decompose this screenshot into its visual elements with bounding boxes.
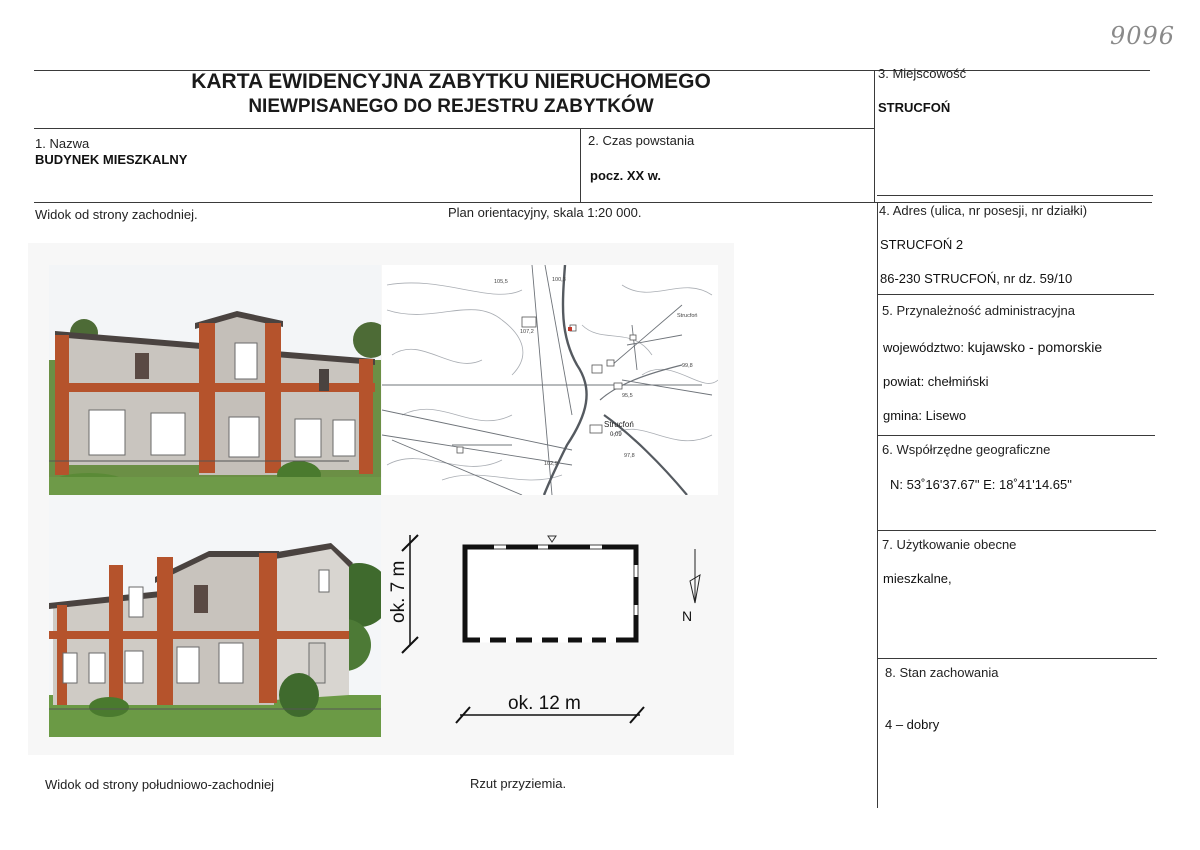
right-column-divider	[874, 70, 875, 203]
usage-value: mieszkalne,	[883, 571, 952, 586]
address-label: 4. Adres (ulica, nr posesji, nr działki)	[879, 203, 1088, 218]
date-value: pocz. XX w.	[590, 168, 662, 183]
date-label: 2. Czas powstania	[588, 133, 695, 148]
map-elev-5: 97,8	[624, 453, 635, 459]
admin-label: 5. Przynależność administracyjna	[882, 303, 1075, 318]
sheet-number: 9096	[1110, 22, 1176, 50]
map-north-place: Strucfoń	[677, 313, 698, 319]
usage-bottom-rule	[877, 658, 1157, 659]
right-panel-divider	[877, 202, 878, 808]
name-label: 1. Nazwa	[35, 136, 90, 151]
caption-west-view: Widok od strony zachodniej.	[35, 207, 198, 222]
photo-west-view	[49, 265, 381, 495]
condition-value: 4 – dobry	[885, 717, 940, 732]
address-line1: STRUCFOŃ 2	[880, 237, 964, 252]
title-bottom-rule	[34, 128, 874, 129]
voivodeship-row	[883, 339, 1102, 355]
map-elev-2: 100,3	[552, 277, 566, 283]
card-subtitle: NIEWPISANEGO DO REJESTRU ZABYTKÓW	[248, 96, 654, 117]
usage-label: 7. Użytkowanie obecne	[882, 537, 1017, 552]
addr-bottom-rule	[877, 294, 1154, 295]
map-elev-1: 105,5	[494, 279, 508, 285]
address-line2: 86-230 STRUCFOŃ, nr dz. 59/10	[880, 271, 1073, 286]
caption-southwest-view: Widok od strony południowo-zachodniej	[45, 777, 275, 792]
north-label: N	[682, 608, 693, 624]
county-value: powiat: chełmiński	[883, 374, 989, 389]
voivodeship-label: województwo:	[883, 340, 964, 355]
map-elev-7: 95,5	[622, 393, 633, 399]
coords-label: 6. Współrzędne geograficzne	[882, 442, 1051, 457]
floor-plan-width: ok. 12 m	[508, 693, 581, 714]
photo-southwest-view	[49, 495, 381, 737]
map-place-elev: 0,09	[610, 432, 622, 438]
map-elev-6: 102,9	[544, 461, 558, 467]
map-place-label: Strucfoń	[604, 420, 634, 429]
name-date-divider	[580, 128, 581, 203]
floor-plan-drawing	[382, 505, 728, 745]
name-value: BUDYNEK MIESZKALNY	[35, 152, 188, 167]
voivodeship-value: kujawsko - pomorskie	[967, 339, 1103, 355]
condition-label: 8. Stan zachowania	[885, 665, 999, 680]
locality-label: 3. Miejscowość	[878, 66, 967, 81]
orientation-map	[382, 265, 718, 495]
admin-bottom-rule	[877, 435, 1155, 436]
card-title: KARTA EWIDENCYJNA ZABYTKU NIERUCHOMEGO	[191, 70, 711, 93]
map-elev-3: 107,2	[520, 329, 534, 335]
commune-value: gmina: Lisewo	[883, 408, 967, 423]
coords-bottom-rule	[877, 530, 1156, 531]
locality-value: STRUCFOŃ	[878, 100, 951, 115]
coords-value: N: 53˚16'37.67" E: 18˚41'14.65"	[890, 477, 1072, 492]
floor-plan-height: ok. 7 m	[388, 560, 409, 623]
map-elev-4: 99,8	[682, 363, 693, 369]
caption-floor-plan: Rzut przyziemia.	[470, 776, 567, 791]
loc-bottom-rule	[877, 195, 1153, 196]
caption-plan: Plan orientacyjny, skala 1:20 000.	[448, 205, 642, 220]
